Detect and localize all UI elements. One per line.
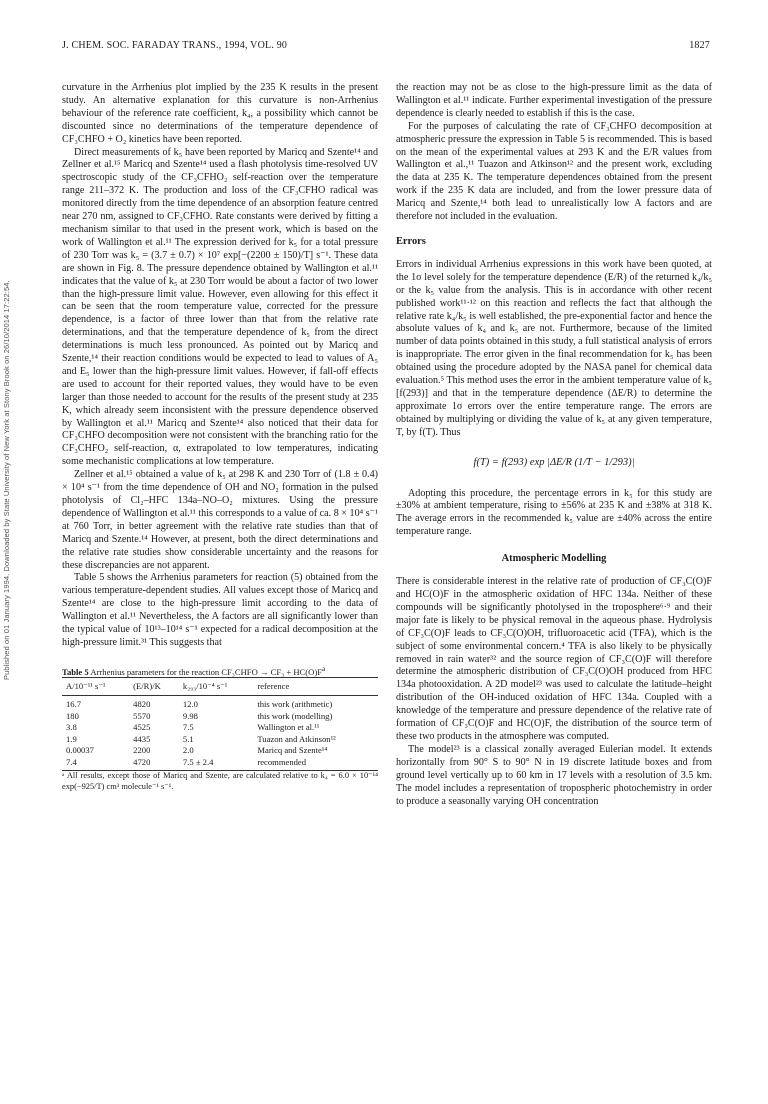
table-footnote: ᵃ All results, except those of Maricq and Szente, are calculated relative to k₄ = 6.0 × 10⁻¹⁴ exp(−925/T) cm³ molecule⁻¹ s⁻¹. xyxy=(62,771,378,791)
table-cell: 16.7 xyxy=(66,698,82,709)
arrhenius-table xyxy=(62,677,378,771)
section-heading-atmospheric-modelling: Atmospheric Modelling xyxy=(501,553,607,565)
table-cell: 4435 xyxy=(133,733,151,744)
table-cell: 2200 xyxy=(133,745,151,756)
paragraph: There is considerable interest in the relative rate of production of CF₃C(O)F and HC(O)F in the atmospheric oxidation of HFC 134a. Neither of these compounds will be significantly photolysed in the troposphere⁶·⁹ and their major fate is likely to be physical removal in the aqueous phase. Hydrolysis of CF₃C(O)F leads to CF₃C(O)OH, trifluoroacetic acid (TFA), which is the subject of some environmental concern.⁴ TFA is also likely to be physically removed in rain water³² and the source region of CF₃C(O)F will therefore determine the atmospheric distribution of CF₃C(O)OH produced from HFC 134a photooxidation. A 2D model²³ was used to calculate the latitude–height distribution of the OH-induced oxidation of HFC 134a. Coupled with a knowledge of the temperature and pressure dependence of the relative rate of formation of CF₃C(O)F and HC(O)F, the distribution of the source term of these two products in the atmosphere was computed. xyxy=(396,576,712,742)
table-caption xyxy=(62,664,378,677)
table-cell: this work (arithmetic) xyxy=(257,698,333,709)
table-cell: 3.8 xyxy=(66,722,77,733)
table-cell: 0.00037 xyxy=(66,745,94,756)
table-row xyxy=(62,756,378,771)
table-row xyxy=(62,710,378,722)
paragraph: Table 5 shows the Arrhenius parameters for reaction (5) obtained from the various temperature-dependent studies. All values except those of Maricq and Szente¹⁴ are close to the high-pressure limit according to the data of Wallington et al.¹¹ Nevertheless, the A factors are all significantly lower than the typical value of 10¹³–10¹⁴ s⁻¹ expected for a radical decomposition at the high-pressure limit.³¹ This suggests that xyxy=(62,572,378,648)
table-row xyxy=(62,695,378,710)
table-cell: Wallington et al.¹¹ xyxy=(257,722,320,733)
table-cell: 7.5 ± 2.4 xyxy=(179,756,253,771)
table-cell: 7.5 xyxy=(182,722,194,733)
paragraph: The model²³ is a classical zonally averaged Eulerian model. It extends horizontally from 90° S to 90° N in 19 discrete latitude boxes and from ground level vertically up to 60 km in 17 levels with a resolution of 3.5 km. The model includes a representation of tropospheric photochemistry in order to produce a seasonally varying OH concentration xyxy=(396,743,712,807)
table-cell: 5570 xyxy=(133,710,151,721)
paragraph: Adopting this procedure, the percentage errors in k₅ for this study are ±30% at ambient temperature, rising to ±56% at 235 K and ±38% at 318 K. The average errors in the recommended k₅ value are ±40% across the entire temperature range. xyxy=(396,487,712,538)
table-title: Arrhenius parameters for the reaction CF₃CHFO → CF₃ + HC(O)F xyxy=(90,666,322,677)
table-cell: recommended xyxy=(253,756,378,771)
table-cell: 7.4 xyxy=(62,756,129,771)
table-header-row xyxy=(62,678,378,696)
col-header-k293: k₂₉₃/10⁻⁴ s⁻¹ xyxy=(179,678,253,696)
error-equation: f(T) = f(293) exp |ΔE/R (1/T − 1/293)| xyxy=(473,456,635,468)
table-cell: 180 xyxy=(66,710,79,721)
table-cell: Tuazon and Atkinson¹² xyxy=(257,733,336,744)
table-cell: 2.0 xyxy=(182,745,194,756)
table-cell: Maricq and Szente¹⁴ xyxy=(257,745,328,756)
table-row xyxy=(62,733,378,745)
paragraph: Direct measurements of k₅ have been reported by Maricq and Szente¹⁴ and Zellner et al.¹⁵ Maricq and Szente¹⁴ used a flash photolysis time-resolved UV spectroscopic study of the CF₃CFHO₂ self-reaction over the temperature range 211–372 K. The production and loss of the CF₃CFHO radical was monitored directly from the time dependence of an absorption feature centred near 270 nm, assigned to CF₃CFHO. Rate constants were derived by fitting a mechanism similar to that used in the present work, which is based on the work of Wallington et al.¹¹ The expression derived for k₅ for a total pressure of 230 Torr was k₅ = (3.7 ± 0.7) × 10⁷ exp[−(2200 ± 150)/T] s⁻¹. These data are shown in Fig. 8. The pressure dependence obtained by Wallington et al.¹¹ indicates that the value of k₅ at 230 Torr would be about a factor of two lower than the high-pressure limit value. However, even allowing for this effect it can be seen that the room temperature value, corrected for the pressure dependence, is a factor of three lower than that from the relative rate determinations, and that the temperature dependence of k₅ from the direct determinations is much less pronounced. As pointed out by Maricq and Szente,¹⁴ their reaction conditions would be expected to lead to values of A₅ and E₅ lower than the high-pressure limit values. However, if fall-off effects are used to account for their reported values, they would have to be even larger than those needed to account for the results of the present study at 235 K, which already seem inconsistent with the pressure dependence observed by Wallington et al.¹¹ Maricq and Szente¹⁴ also noticed that their data for CF₃CHFO decomposition were not consistent with the branching ratio for the CF₃CHFO₂ self-reaction, α, extrapolated to low temperatures, indicating some mechanistic complications at low temperature. xyxy=(62,146,378,468)
table-cell: 4525 xyxy=(133,722,151,733)
running-header xyxy=(62,40,710,54)
col-header-a-factor: A/10⁻¹¹ s⁻¹ xyxy=(62,678,129,696)
page-number: 1827 xyxy=(689,40,710,51)
left-column xyxy=(62,82,378,792)
section-heading-errors: Errors xyxy=(396,235,426,247)
journal-citation: J. CHEM. SOC. FARADAY TRANS., 1994, VOL. 90 xyxy=(62,40,288,51)
table-cell: 1.9 xyxy=(66,733,77,744)
table-label: Table 5 xyxy=(62,666,89,677)
table-row xyxy=(62,722,378,734)
paragraph: the reaction may not be as close to the high-pressure limit as the data of Wallington et al.¹¹ indicate. Further experimental investigation of the pressure dependence is clearly needed to establish if this is the case. xyxy=(396,82,712,119)
table-cell: 4820 xyxy=(133,698,151,709)
table-row xyxy=(62,745,378,757)
table-cell: 9.98 xyxy=(182,710,198,721)
table-cell: this work (modelling) xyxy=(257,710,333,721)
paragraph: For the purposes of calculating the rate of CF₃CHFO decomposition at atmospheric pressure the expression in Table 5 is recommended. This is based on the mean of the experimental values at 293 K and the E/R values from Wallington et al.,¹¹ Tuazon and Atkinson¹² and the present work, excluding the data at 235 K. The temperature dependences obtained from the present work if the 235 K data are included, and from the lower pressure data of Maricq and Szente,¹⁴ both lead to unrealistically low A factors and are therefore not included in the evaluation. xyxy=(396,120,712,223)
table-cell: 12.0 xyxy=(182,698,198,709)
download-watermark: Published on 01 January 1994. Downloaded by State University of New York at Stony Brook on 26/10/2014 17:22:54. xyxy=(2,280,11,680)
table-5 xyxy=(62,664,378,792)
col-header-reference: reference xyxy=(253,678,378,696)
paragraph: Zellner et al.¹⁵ obtained a value of k₅ at 298 K and 230 Torr of (1.8 ± 0.4) × 10⁴ s⁻¹ from the time dependence of OH and NO₂ formation in the pulsed photolysis of Cl₂–HFC 134a–NO–O₂ mixtures. Using the pressure dependence of Wallington et al.¹¹ this corresponds to a value of ca. 8 × 10⁴ s⁻¹ at 760 Torr, in better agreement with the relative rate studies than that of Maricq and Szente.¹⁴ However, at present, both the direct determinations and the relative rate studies show considerable uncertainty and the reasons for these discrepancies are not apparent. xyxy=(62,469,378,571)
paragraph: Errors in individual Arrhenius expressions in this work have been quoted, at the 1σ level solely for the temperature dependence (E/R) of the returned k₄/k₅ or the k₅ value from the analysis. This is in accordance with other recent published work¹¹·¹² on this reaction and reflects the fact that although the relative rate k₄/k₅ is well established, the pre-exponential factor and hence the absolute values of k₄ and k₅ are not. Furthermore, because of the limited number of data points obtained in this study, a full statistical analysis of errors is inappropriate. The error given in the final recommendation for k₅ has been obtained using the procedure adopted by the NASA panel for chemical data evaluation.⁵ This method uses the error in the ambient temperature value of k₅ [f(293)] and that in the temperature dependence (ΔE/R) to determine the approximate 1σ errors over the entire temperature range. The errors are obtained by multiplying or dividing the value of k₅ at any given temperature, T, by f(T). Thus xyxy=(396,258,712,438)
col-header-e-over-r: (E/R)/K xyxy=(129,678,179,696)
table-caption-mark: a xyxy=(321,664,326,673)
table-cell: 5.1 xyxy=(182,733,194,744)
right-column xyxy=(396,82,712,808)
table-cell: 4720 xyxy=(129,756,179,771)
paragraph: curvature in the Arrhenius plot implied by the 235 K results in the present study. An alternative explanation for this curvature is non-Arrhenius behaviour of the reference rate coefficient, k₄, a possibility which cannot be discounted since no determinations of the temperature dependence of CF₃CHFO + O₂ kinetics have been reported. xyxy=(62,82,378,145)
